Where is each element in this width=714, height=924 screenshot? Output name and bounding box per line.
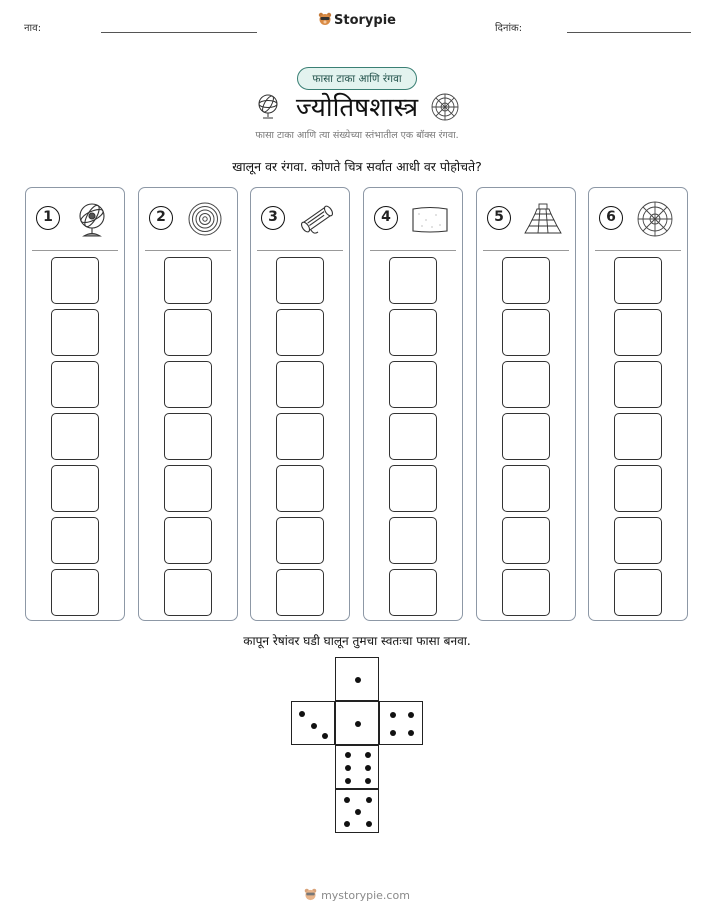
dice-pip — [299, 711, 305, 717]
dice-face-1 — [335, 657, 379, 701]
color-box[interactable] — [502, 257, 550, 304]
color-box[interactable] — [389, 257, 437, 304]
column-4 — [363, 187, 463, 621]
name-label: नाव: — [24, 23, 42, 34]
column-3 — [250, 187, 350, 621]
subtitle: फासा टाका आणि त्या संख्येच्या स्तंभातील एक बॉक्स रंगवा. — [255, 130, 459, 141]
color-box[interactable] — [614, 569, 662, 616]
color-box[interactable] — [164, 569, 212, 616]
bear-logo-icon — [318, 12, 332, 26]
column-divider — [370, 250, 456, 251]
column-number: 6 — [599, 206, 623, 230]
color-box[interactable] — [276, 465, 324, 512]
dice-pip — [366, 821, 372, 827]
dice-pip — [408, 712, 414, 718]
color-box[interactable] — [614, 517, 662, 564]
dice-face-1 — [335, 701, 379, 745]
date-line[interactable] — [567, 32, 691, 33]
dice-pip — [311, 723, 317, 729]
color-box[interactable] — [389, 361, 437, 408]
color-box[interactable] — [51, 413, 99, 460]
scroll-icon — [297, 200, 337, 238]
name-line[interactable] — [101, 32, 257, 33]
dice-face-6 — [335, 745, 379, 789]
dice-pip — [365, 765, 371, 771]
zodiac-wheel-icon — [635, 200, 675, 238]
page-title: ज्योतिषशास्त्र — [295, 93, 419, 123]
instruction: खालून वर रंगवा. कोणते चित्र सर्वात आधी वर पोहोचते? — [232, 159, 482, 174]
column-number: 5 — [487, 206, 511, 230]
color-box[interactable] — [51, 361, 99, 408]
color-box[interactable] — [164, 361, 212, 408]
stone-tablet-icon — [410, 200, 450, 238]
color-box[interactable] — [164, 413, 212, 460]
color-box[interactable] — [276, 413, 324, 460]
column-number: 3 — [261, 206, 285, 230]
color-box[interactable] — [389, 465, 437, 512]
color-box[interactable] — [614, 361, 662, 408]
dice-pip — [390, 712, 396, 718]
armillary-globe-icon — [72, 200, 112, 238]
pyramid-icon — [523, 200, 563, 238]
color-box[interactable] — [276, 569, 324, 616]
zodiac-wheel-icon — [431, 93, 459, 121]
dice-pip — [365, 752, 371, 758]
color-box[interactable] — [502, 465, 550, 512]
color-box[interactable] — [389, 309, 437, 356]
color-box[interactable] — [502, 517, 550, 564]
color-box[interactable] — [389, 413, 437, 460]
dice-pip — [355, 721, 361, 727]
brand-name: Storypie — [334, 13, 396, 28]
color-box[interactable] — [164, 257, 212, 304]
dice-pip — [345, 778, 351, 784]
color-box[interactable] — [164, 309, 212, 356]
dice-pip — [344, 797, 350, 803]
date-label: दिनांक: — [495, 23, 523, 34]
color-box[interactable] — [164, 465, 212, 512]
column-divider — [145, 250, 231, 251]
color-box[interactable] — [276, 361, 324, 408]
dice-pip — [322, 733, 328, 739]
dice-pip — [366, 797, 372, 803]
color-box[interactable] — [276, 257, 324, 304]
column-2 — [138, 187, 238, 621]
column-1 — [25, 187, 125, 621]
dice-pip — [355, 809, 361, 815]
dice-face-4 — [379, 701, 423, 745]
color-box[interactable] — [51, 309, 99, 356]
column-divider — [257, 250, 343, 251]
color-box[interactable] — [51, 257, 99, 304]
color-box[interactable] — [614, 309, 662, 356]
color-box[interactable] — [51, 569, 99, 616]
footer-url[interactable]: mystorypie.com — [321, 889, 410, 902]
dice-pip — [365, 778, 371, 784]
color-box[interactable] — [164, 517, 212, 564]
color-box[interactable] — [502, 361, 550, 408]
dice-pip — [408, 730, 414, 736]
color-box[interactable] — [389, 517, 437, 564]
dice-face-5 — [335, 789, 379, 833]
color-box[interactable] — [502, 413, 550, 460]
column-number: 2 — [149, 206, 173, 230]
column-5 — [476, 187, 576, 621]
color-box[interactable] — [614, 257, 662, 304]
column-divider — [595, 250, 681, 251]
concentric-circles-icon — [185, 200, 225, 238]
color-box[interactable] — [276, 309, 324, 356]
bear-logo-icon — [304, 888, 317, 901]
footer — [0, 888, 714, 902]
color-box[interactable] — [51, 465, 99, 512]
color-box[interactable] — [502, 309, 550, 356]
column-number: 4 — [374, 206, 398, 230]
dice-pip — [355, 677, 361, 683]
column-divider — [483, 250, 569, 251]
dice-pip — [345, 752, 351, 758]
column-6 — [588, 187, 688, 621]
activity-badge: फासा टाका आणि रंगवा — [297, 67, 417, 90]
color-box[interactable] — [614, 465, 662, 512]
color-box[interactable] — [51, 517, 99, 564]
column-divider — [32, 250, 118, 251]
color-box[interactable] — [276, 517, 324, 564]
dice-pip — [390, 730, 396, 736]
dice-face-3 — [291, 701, 335, 745]
brand — [0, 12, 714, 28]
dice-pip — [345, 765, 351, 771]
color-box[interactable] — [502, 569, 550, 616]
dice-instruction: कापून रेषांवर घडी घालून तुमचा स्वतःचा फासा बनवा. — [243, 634, 471, 648]
color-box[interactable] — [389, 569, 437, 616]
color-box[interactable] — [614, 413, 662, 460]
dice-pip — [344, 821, 350, 827]
column-number: 1 — [36, 206, 60, 230]
